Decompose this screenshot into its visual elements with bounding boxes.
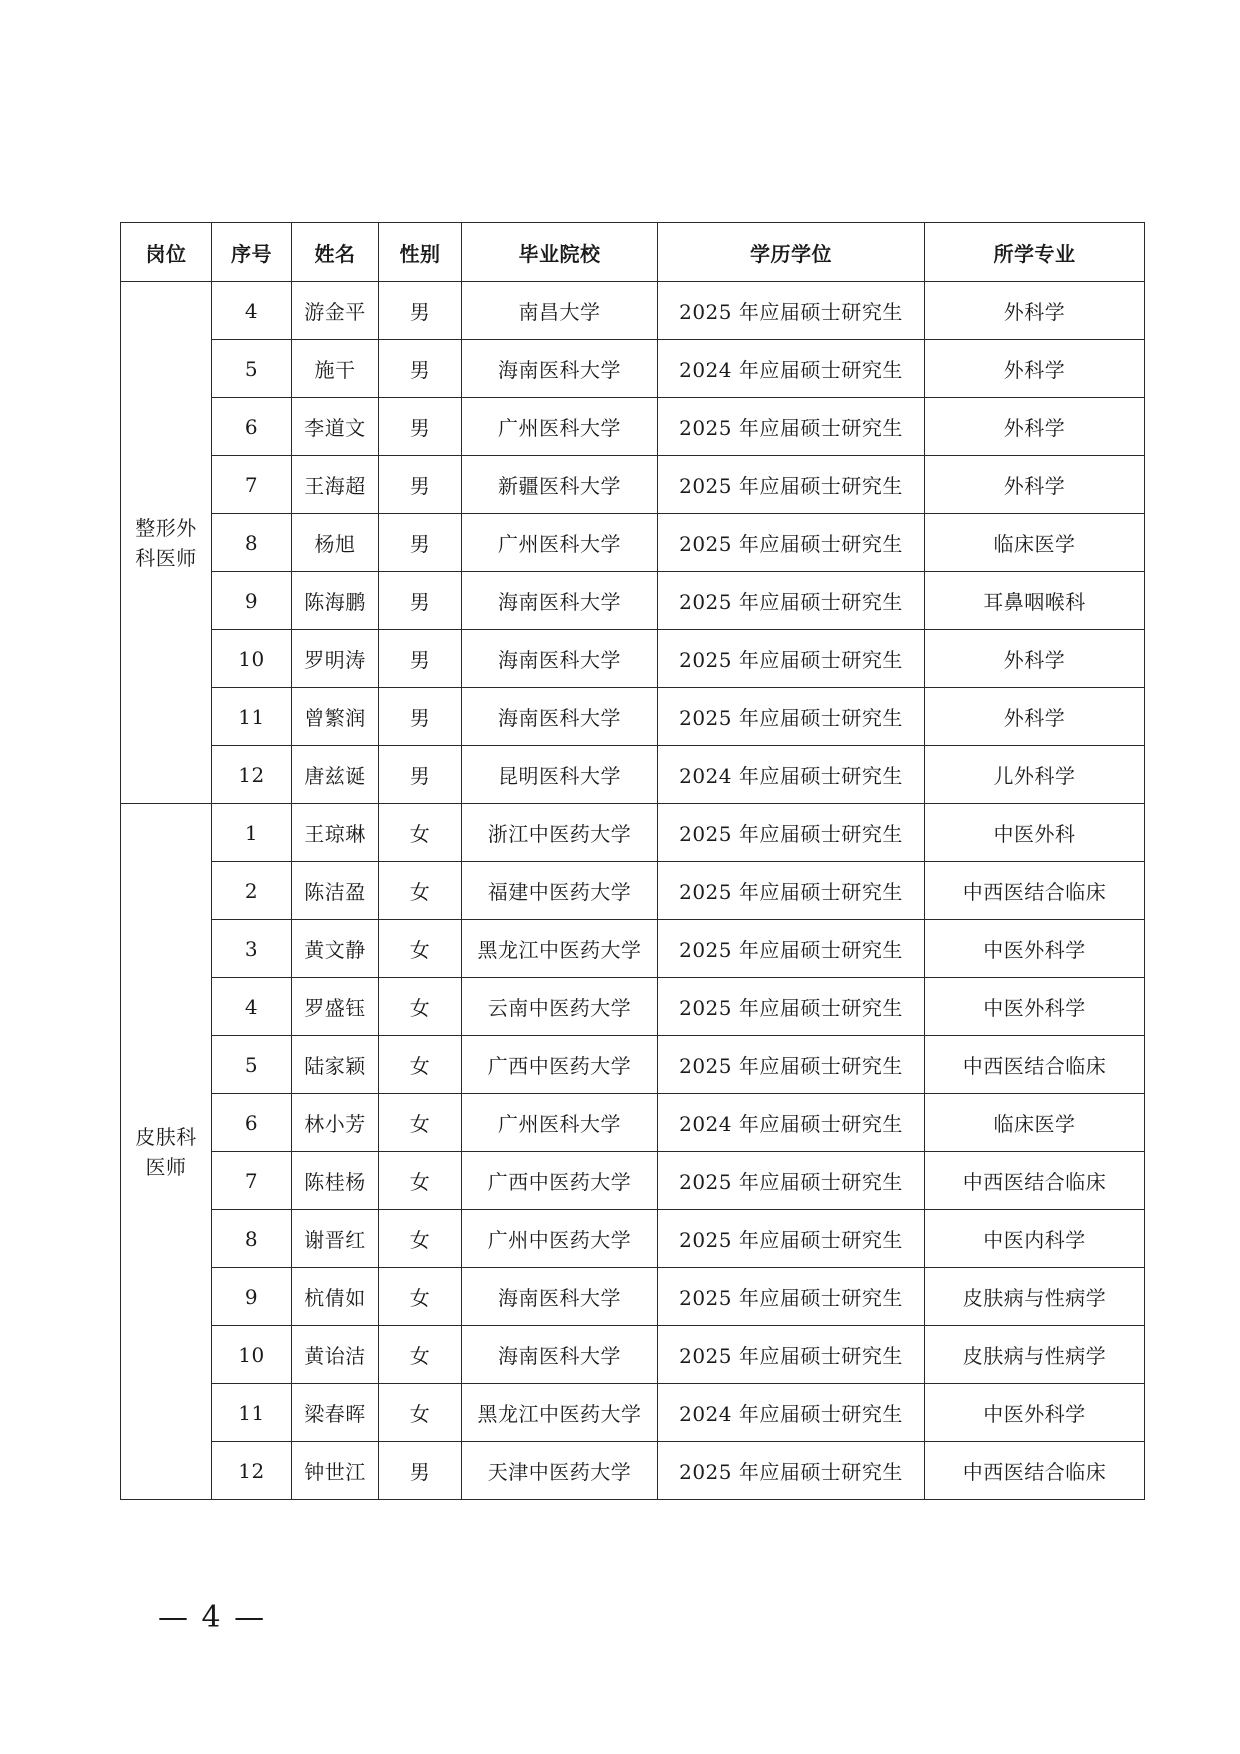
degree-cell: 2025 年应届硕士研究生	[658, 1442, 925, 1500]
position-label-line: 医师	[145, 1154, 187, 1179]
name-cell: 谢晋红	[292, 1210, 379, 1268]
school-cell: 广西中医药大学	[462, 1152, 658, 1210]
table-row	[121, 398, 1145, 456]
degree-cell: 2024 年应届硕士研究生	[658, 340, 925, 398]
major-cell: 中医外科学	[925, 978, 1145, 1036]
degree-cell: 2025 年应届硕士研究生	[658, 456, 925, 514]
serial-cell: 12	[212, 1442, 292, 1500]
major-cell: 外科学	[925, 688, 1145, 746]
name-cell: 陈洁盈	[292, 862, 379, 920]
table-row	[121, 456, 1145, 514]
serial-cell: 5	[212, 1036, 292, 1094]
major-cell: 临床医学	[925, 1094, 1145, 1152]
gender-cell: 男	[379, 398, 462, 456]
serial-cell: 4	[212, 282, 292, 340]
degree-cell: 2025 年应届硕士研究生	[658, 1268, 925, 1326]
serial-cell: 6	[212, 398, 292, 456]
serial-cell: 11	[212, 1384, 292, 1442]
name-cell: 罗盛钰	[292, 978, 379, 1036]
header-school: 毕业院校	[462, 223, 658, 282]
serial-cell: 8	[212, 514, 292, 572]
table-header-row	[121, 223, 1145, 282]
school-cell: 昆明医科大学	[462, 746, 658, 804]
table-row	[121, 572, 1145, 630]
table-row	[121, 1036, 1145, 1094]
gender-cell: 女	[379, 1268, 462, 1326]
table-row	[121, 282, 1145, 340]
header-major: 所学专业	[925, 223, 1145, 282]
name-cell: 罗明涛	[292, 630, 379, 688]
name-cell: 杨旭	[292, 514, 379, 572]
major-cell: 外科学	[925, 630, 1145, 688]
gender-cell: 男	[379, 746, 462, 804]
serial-cell: 10	[212, 1326, 292, 1384]
name-cell: 李道文	[292, 398, 379, 456]
degree-cell: 2025 年应届硕士研究生	[658, 282, 925, 340]
school-cell: 广州医科大学	[462, 398, 658, 456]
serial-cell: 10	[212, 630, 292, 688]
serial-cell: 7	[212, 1152, 292, 1210]
header-gender: 性别	[379, 223, 462, 282]
gender-cell: 女	[379, 1326, 462, 1384]
serial-cell: 5	[212, 340, 292, 398]
name-cell: 杭倩如	[292, 1268, 379, 1326]
school-cell: 南昌大学	[462, 282, 658, 340]
major-cell: 中医内科学	[925, 1210, 1145, 1268]
school-cell: 海南医科大学	[462, 1268, 658, 1326]
degree-cell: 2025 年应届硕士研究生	[658, 514, 925, 572]
header-position: 岗位	[121, 223, 212, 282]
major-cell: 皮肤病与性病学	[925, 1268, 1145, 1326]
position-label-line: 皮肤科	[135, 1124, 197, 1149]
serial-cell: 3	[212, 920, 292, 978]
major-cell: 耳鼻咽喉科	[925, 572, 1145, 630]
degree-cell: 2025 年应届硕士研究生	[658, 1326, 925, 1384]
school-cell: 广州医科大学	[462, 1094, 658, 1152]
table-body	[121, 282, 1145, 1500]
major-cell: 中西医结合临床	[925, 1036, 1145, 1094]
page-number: — 4 —	[158, 1600, 267, 1635]
gender-cell: 男	[379, 456, 462, 514]
name-cell: 王海超	[292, 456, 379, 514]
name-cell: 钟世江	[292, 1442, 379, 1500]
degree-cell: 2024 年应届硕士研究生	[658, 746, 925, 804]
major-cell: 中西医结合临床	[925, 862, 1145, 920]
table-row	[121, 630, 1145, 688]
table-row	[121, 1210, 1145, 1268]
table-row	[121, 746, 1145, 804]
serial-cell: 9	[212, 1268, 292, 1326]
gender-cell: 男	[379, 340, 462, 398]
school-cell: 海南医科大学	[462, 340, 658, 398]
degree-cell: 2025 年应届硕士研究生	[658, 398, 925, 456]
table-row	[121, 1442, 1145, 1500]
school-cell: 广西中医药大学	[462, 1036, 658, 1094]
gender-cell: 女	[379, 1094, 462, 1152]
serial-cell: 6	[212, 1094, 292, 1152]
school-cell: 福建中医药大学	[462, 862, 658, 920]
table-row	[121, 1152, 1145, 1210]
gender-cell: 女	[379, 1152, 462, 1210]
degree-cell: 2025 年应届硕士研究生	[658, 978, 925, 1036]
school-cell: 黑龙江中医药大学	[462, 920, 658, 978]
degree-cell: 2025 年应届硕士研究生	[658, 862, 925, 920]
serial-cell: 2	[212, 862, 292, 920]
gender-cell: 女	[379, 1036, 462, 1094]
name-cell: 施干	[292, 340, 379, 398]
gender-cell: 女	[379, 920, 462, 978]
school-cell: 新疆医科大学	[462, 456, 658, 514]
gender-cell: 男	[379, 630, 462, 688]
degree-cell: 2025 年应届硕士研究生	[658, 572, 925, 630]
major-cell: 儿外科学	[925, 746, 1145, 804]
name-cell: 唐兹诞	[292, 746, 379, 804]
table-row	[121, 804, 1145, 862]
table-row	[121, 514, 1145, 572]
gender-cell: 女	[379, 804, 462, 862]
name-cell: 陆家颖	[292, 1036, 379, 1094]
name-cell: 游金平	[292, 282, 379, 340]
gender-cell: 男	[379, 688, 462, 746]
table-row	[121, 978, 1145, 1036]
header-name: 姓名	[292, 223, 379, 282]
major-cell: 中医外科	[925, 804, 1145, 862]
school-cell: 黑龙江中医药大学	[462, 1384, 658, 1442]
degree-cell: 2025 年应届硕士研究生	[658, 1036, 925, 1094]
serial-cell: 8	[212, 1210, 292, 1268]
major-cell: 皮肤病与性病学	[925, 1326, 1145, 1384]
serial-cell: 9	[212, 572, 292, 630]
table-row	[121, 1094, 1145, 1152]
name-cell: 陈海鹏	[292, 572, 379, 630]
table-row	[121, 340, 1145, 398]
table-row	[121, 1384, 1145, 1442]
serial-cell: 7	[212, 456, 292, 514]
gender-cell: 男	[379, 572, 462, 630]
position-cell	[121, 804, 212, 1500]
school-cell: 海南医科大学	[462, 630, 658, 688]
name-cell: 林小芳	[292, 1094, 379, 1152]
school-cell: 海南医科大学	[462, 572, 658, 630]
serial-cell: 11	[212, 688, 292, 746]
major-cell: 外科学	[925, 340, 1145, 398]
school-cell: 广州医科大学	[462, 514, 658, 572]
table-row	[121, 688, 1145, 746]
school-cell: 广州中医药大学	[462, 1210, 658, 1268]
major-cell: 中西医结合临床	[925, 1152, 1145, 1210]
school-cell: 浙江中医药大学	[462, 804, 658, 862]
major-cell: 中医外科学	[925, 920, 1145, 978]
candidate-table	[120, 222, 1145, 1500]
major-cell: 外科学	[925, 282, 1145, 340]
header-degree: 学历学位	[658, 223, 925, 282]
gender-cell: 女	[379, 1210, 462, 1268]
name-cell: 曾繁润	[292, 688, 379, 746]
degree-cell: 2025 年应届硕士研究生	[658, 630, 925, 688]
degree-cell: 2024 年应届硕士研究生	[658, 1384, 925, 1442]
position-label-line: 整形外	[135, 515, 197, 540]
school-cell: 海南医科大学	[462, 688, 658, 746]
name-cell: 黄诒洁	[292, 1326, 379, 1384]
serial-cell: 1	[212, 804, 292, 862]
gender-cell: 男	[379, 1442, 462, 1500]
gender-cell: 男	[379, 514, 462, 572]
major-cell: 中医外科学	[925, 1384, 1145, 1442]
major-cell: 外科学	[925, 398, 1145, 456]
gender-cell: 男	[379, 282, 462, 340]
degree-cell: 2025 年应届硕士研究生	[658, 688, 925, 746]
table-row	[121, 1268, 1145, 1326]
degree-cell: 2024 年应届硕士研究生	[658, 1094, 925, 1152]
school-cell: 云南中医药大学	[462, 978, 658, 1036]
school-cell: 天津中医药大学	[462, 1442, 658, 1500]
name-cell: 王琼琳	[292, 804, 379, 862]
header-serial: 序号	[212, 223, 292, 282]
name-cell: 梁春晖	[292, 1384, 379, 1442]
degree-cell: 2025 年应届硕士研究生	[658, 804, 925, 862]
name-cell: 陈桂杨	[292, 1152, 379, 1210]
degree-cell: 2025 年应届硕士研究生	[658, 1210, 925, 1268]
major-cell: 外科学	[925, 456, 1145, 514]
serial-cell: 4	[212, 978, 292, 1036]
gender-cell: 女	[379, 862, 462, 920]
major-cell: 临床医学	[925, 514, 1145, 572]
school-cell: 海南医科大学	[462, 1326, 658, 1384]
serial-cell: 12	[212, 746, 292, 804]
gender-cell: 女	[379, 978, 462, 1036]
table-row	[121, 920, 1145, 978]
degree-cell: 2025 年应届硕士研究生	[658, 1152, 925, 1210]
gender-cell: 女	[379, 1384, 462, 1442]
name-cell: 黄文静	[292, 920, 379, 978]
position-label-line: 科医师	[135, 545, 197, 570]
major-cell: 中西医结合临床	[925, 1442, 1145, 1500]
table-row	[121, 862, 1145, 920]
degree-cell: 2025 年应届硕士研究生	[658, 920, 925, 978]
table-row	[121, 1326, 1145, 1384]
position-cell	[121, 282, 212, 804]
